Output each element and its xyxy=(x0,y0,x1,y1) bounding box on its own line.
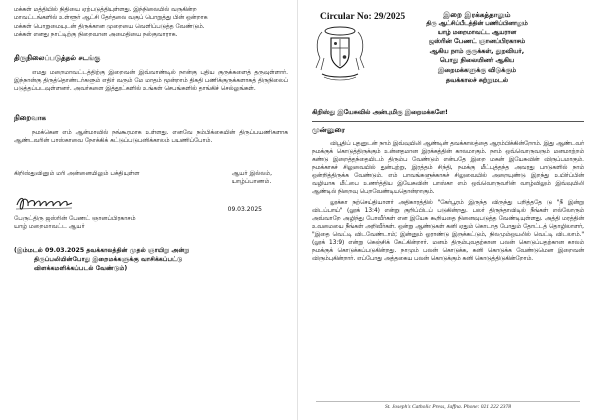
handwritten-signature xyxy=(14,191,76,213)
address-line-1: ஆயர் இல்லம், xyxy=(231,169,272,177)
episcopal-coat-of-arms-icon xyxy=(314,24,366,84)
section-ordination-title: திருநிலைப்படுத்தல் சடங்கு xyxy=(14,53,101,62)
note-line-1: (இம்மடல் 09.03.2025 தவக்காலத்தின் முதல் ஞாயிறு அன்று xyxy=(14,246,190,254)
right-column xyxy=(312,6,584,263)
closing-salutation: கிறிஸ்துவினும் மரி அன்னையிலும் பக்தியுள்ள xyxy=(14,169,140,177)
intro-paragraph-1: விபூதிப் புதனுடன் நாம் இவ்வுயிலி ஆண்டின் தவக்காலத்தை ஆரம்பிக்கின்றோம். இது ஆண்டவர் நமக்குக் கொடுத்திருக்கும் உன்னதமான இரக்கத்தின் காலமாகும். நாம் ஒவ்வொருவரும் மனமாற்றம் கண்டு இறைத்தந்தையிடம் திரும்ப வேண்டும் என்பதே இறை மகன் இயேசுவின் விருப்பமாகும். நமக்காகச் சிலுவையில் துன்புற்று, இரத்தம் சிந்தி, நமக்கு மீட்புத்தந்த அவரது பாடுகளில் நாம் ஒன்றித்திருக்க வேண்டும். எம் பாவங்களுக்காகச் சிலுவையில் அறையுண்டு இறந்து உயிர்ப்பின் வழியாக மீட்பை உணர்த்திய இயேசுவின் பாஸ்கா எம் ஒவ்வொருவரின் வாழ்விலும் இவ்வுயிலி ஆண்டில் நிறைவு பெறவேண்டியதொன்றாகும். xyxy=(312,141,584,195)
letter-header xyxy=(312,6,584,90)
signer-name: பேருட்திரு ஜஸ்ரின் பேணட் ஞானப்பிரகாசம் xyxy=(14,214,136,222)
note-line-2: திருப்பலியின்போது இறைமக்களுக்கு வாசிக்கப்பட்டு xyxy=(34,255,183,263)
circular-number: Circular No: 29/2025 xyxy=(320,12,406,22)
section-intro-title: முன்னுரை xyxy=(312,126,345,134)
greeting-rule xyxy=(312,121,584,122)
note-line-3: விளக்கமளிக்கப்படல் வேண்டும்) xyxy=(34,264,128,272)
left-column xyxy=(14,6,288,273)
greeting: கிறிஸ்து இயேசுவில் அன்புமிகு இறைமக்களே! xyxy=(312,108,448,116)
signer-title: யாழ் மறைமாவட்ட ஆயர் xyxy=(14,223,85,231)
page-fold xyxy=(297,0,298,420)
address-line-2: யாழ்ப்பாணம். xyxy=(231,178,272,186)
header-title-block xyxy=(374,10,580,85)
intro-line: மக்கள் பொறுமையுடன் திருக்கான முறையை வெளிப்படுத்த வேண்டும். xyxy=(14,23,205,30)
intro-line: மக்கள் மத்தியில் நிதியை ஏற்படுத்தியுள்ளது. இந்நிலையில் வருகின்ற xyxy=(14,7,197,13)
reading-note xyxy=(14,246,288,273)
signer-block xyxy=(14,215,288,232)
header-line: யாழ் மறைமாவட்ட ஆயரான xyxy=(437,29,517,36)
header-line: ஆகிய நாம் குருக்கள், துறவியர், xyxy=(429,46,525,55)
header-line: இறைமக்களுக்கு விடுக்கும் xyxy=(438,65,516,74)
header-line: தவக்காலச் சுற்றுமடல் xyxy=(445,75,509,84)
closing-address xyxy=(232,170,288,187)
closing-row xyxy=(14,170,288,187)
header-line: பொது நிலையினர் ஆகிய xyxy=(439,56,515,65)
intro-continuation xyxy=(14,6,288,40)
section-ordination-text: எமது மறைமாவட்டத்திற்கு இறைவன் இவ்வாண்டில் நான்கு புதிய குருக்களைத் தருவுள்ளார். இந்நான்கு திருத்தொண்டர்களும் எதிர் வரும் மே மாதம் மூன்றாம் திகதி பணிக்குருக்களாகத் திருநிலைப் படுத்தப்படவுள்ளனர். அவர்களை இத்தூட்களில் உங்கள் செபங்களில் தாங்கிச் செல்லுங்கள். xyxy=(14,69,288,93)
letter-date: 09.03.2025 xyxy=(227,205,262,213)
header-line: இறை இரக்கத்தாலும் xyxy=(443,10,511,19)
intro-line: மக்கள் எனது நாட்டிற்கு நிறைவான அமைதியை நல்குவாராக. xyxy=(14,32,178,39)
section-conclusion-title: நிறைவாக xyxy=(14,113,47,122)
intro-paragraph-2: லூக்கா நற்செய்தியாளர் அதிகாரத்தில் "கேர்பூரம் இருந்த விருந்து பறித்ததே டு "நீ இன்று விடப்பாய்" (லூக் 13:4) என்று குறிப்பிடப் படுகின்றது. பலர் திருந்தாவிடில் நீங்கள் எல்லோரும் அவ்வாறே அழிந்து போவீர்கள் என இயேசு கூறியதை நினைவுபடுத்த வேண்டியுள்ளது. அத்தி மரத்தின் உவமையை நீங்கள் அறிவீர்கள். ஒன்று ஆண்டுகள் கனி ஏதும் கொடாத போதும் தோட்டத் தொழிலாளர், "இதை வெட்டி விடவேண்டாம்; இன்னும் ஓராண்டு இருக்கட்டும், நிலமும்ஒயலில் வெட்டி விடலாம்." (லூக் 13:9) என்று கெஞ்சிக் கேட்கின்றார். மனம் திரும்புவதற்கான பலன் கொடுப்பதற்கான காலம் நமக்குக் கொடுக்கப்படுகின்றது. நாமும் பலன் கொடுக்க, கனி கொடுக்க வேண்டுமென இறைவன் விரும்புகின்றார். எப்போது அத்தகைய பலன் கொடுக்கும் கனி கொடுத்திடுகின்றோம். xyxy=(312,200,584,262)
footer-rule xyxy=(316,401,580,402)
header-line: திரு ஆட்சிப்பீடத்தின் பணிப்பினாலும் xyxy=(426,21,528,27)
printer-footer: St. Joseph's Catholic Press, Jaffna. Phone: 021 222 2378 xyxy=(384,404,512,410)
signature-row xyxy=(14,191,288,213)
header-line: ஜஸ்ரின் பேணட் ஞானப்பிரகாசம் xyxy=(428,37,526,46)
section-conclusion-text: நமக்கென எம் ஆன்மாவில் நங்கூரமாக உள்ளது. எனவே நம்பிக்கையின் திருப்பயணிகளாக ஆண்டவரின் பாஸ்காவை நோக்கிக் கட்டுப்படுபனிக்காலம் பயணிப்போம். xyxy=(14,129,288,145)
intro-line: மாவட்டங்களில் உள்ளூர் ஆட்சி தேர்தலை வகுப் பொறுத்து பின் ஒன்றாக xyxy=(14,15,208,22)
